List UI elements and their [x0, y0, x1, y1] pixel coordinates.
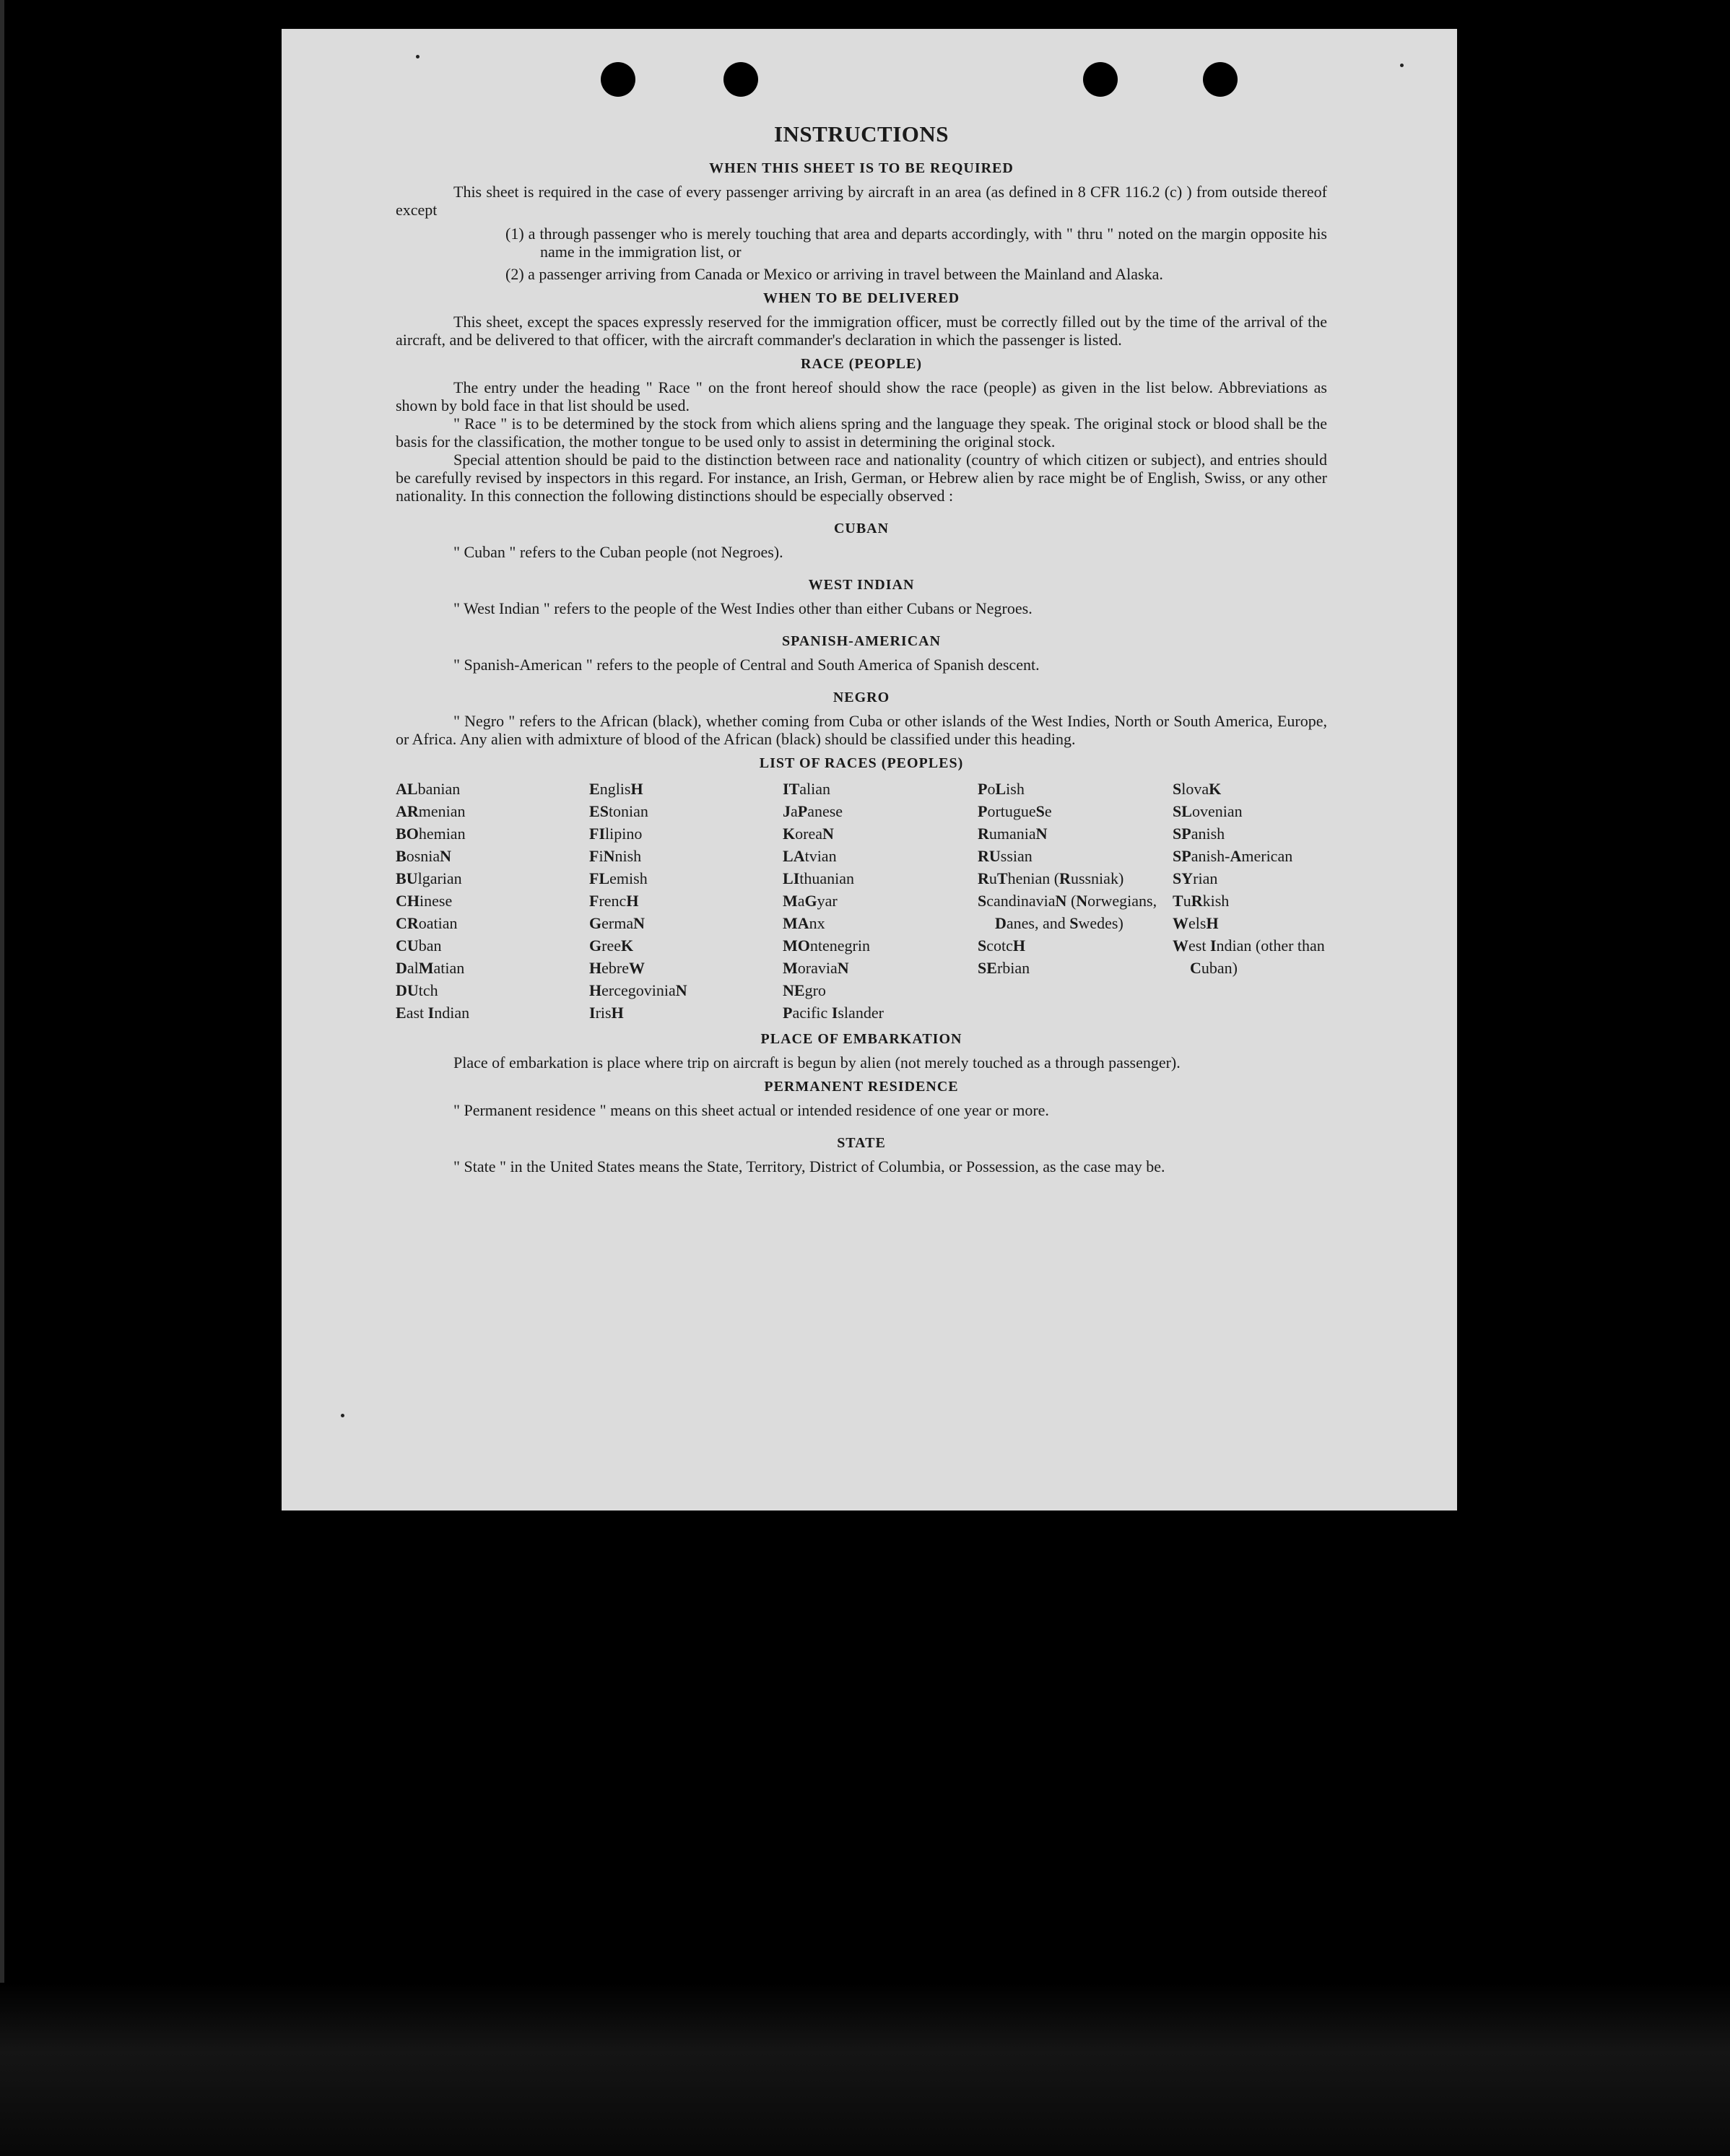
race-entry: RuThenian (Russniak) — [978, 869, 1124, 887]
section-heading-residence: PERMANENT RESIDENCE — [764, 1079, 959, 1095]
race-entry: SLovenian — [1173, 802, 1243, 820]
race-entry: DalMatian — [396, 959, 465, 977]
section-heading-race: RACE (PEOPLE) — [801, 356, 922, 372]
race-entry: PoLish — [978, 780, 1025, 798]
race-entry: ScandinaviaN (Norwegians, Danes, and Swedes) — [978, 892, 1157, 932]
race-entry: PortugueSe — [978, 802, 1052, 820]
race-entry: BosniaN — [396, 847, 452, 865]
race-paragraph-2: " Race " is to be determined by the stock from which aliens spring and the language they speak. The original stock or blood shall be the basis for the classification, the mother tongue to be used only to assist in determining the original stock. — [396, 414, 1327, 451]
race-entry: MaGyar — [783, 892, 838, 910]
race-column — [396, 778, 589, 1024]
race-entry: EStonian — [589, 802, 648, 820]
dust-speck — [1400, 64, 1404, 67]
race-entry: CHinese — [396, 892, 453, 910]
section-heading-negro: NEGRO — [833, 690, 890, 705]
race-entry: MOntenegrin — [783, 936, 870, 955]
residence-text: " Permanent residence " means on this sheet actual or intended residence of one year or more. — [453, 1101, 1049, 1119]
race-entry: KoreaN — [783, 825, 834, 843]
punch-hole — [1203, 62, 1238, 97]
race-entry: RumaniaN — [978, 825, 1048, 843]
punch-hole — [601, 62, 635, 97]
section-heading-delivered: WHEN TO BE DELIVERED — [762, 290, 960, 306]
race-entry: FLemish — [589, 869, 648, 887]
section-heading-cuban: CUBAN — [833, 521, 890, 536]
race-entry: JaPanese — [783, 802, 843, 820]
race-entry: GermaN — [589, 914, 645, 932]
race-entry: SErbian — [978, 959, 1030, 977]
state-text: " State " in the United States means the State, Territory, District of Columbia, or Possession, as the case may be. — [453, 1157, 1165, 1175]
required-intro: This sheet is required in the case of every passenger arriving by aircraft in an area (as defined in 8 CFR 116.2 (c) ) from outside thereof except — [396, 183, 1327, 219]
race-entry: LAtvian — [783, 847, 837, 865]
punch-hole — [1083, 62, 1118, 97]
exception-item: (1) a through passenger who is merely touching that area and departs accordingly, with " thru " noted on the margin opposite his name in the immigration list, or — [505, 225, 1327, 261]
race-entry: HercegoviniaN — [589, 981, 687, 999]
race-entry: SPanish — [1173, 825, 1225, 843]
race-entry: WelsH — [1173, 914, 1219, 932]
embarkation-text: Place of embarkation is place where trip on aircraft is begun by alien (not merely touched as a through passenger). — [453, 1053, 1181, 1072]
race-entry: GreeK — [589, 936, 634, 955]
race-entry: DUtch — [396, 981, 438, 999]
race-list-table — [396, 778, 1327, 1024]
race-entry: NEgro — [783, 981, 826, 999]
west-indian-text: " West Indian " refers to the people of the West Indies other than either Cubans or Negroes. — [453, 599, 1033, 617]
race-entry: West Indian (other than Cuban) — [1173, 936, 1325, 977]
race-entry: ScotcH — [978, 936, 1026, 955]
document-page — [282, 29, 1457, 1510]
page-title: INSTRUCTIONS — [773, 121, 949, 147]
race-entry: CUban — [396, 936, 442, 955]
section-heading-west-indian: WEST INDIAN — [808, 577, 915, 593]
race-entry: FiNnish — [589, 847, 642, 865]
race-entry: HebreW — [589, 959, 645, 977]
race-entry: BOhemian — [396, 825, 466, 843]
punch-hole — [723, 62, 758, 97]
scan-border — [0, 0, 4, 2156]
race-entry: TuRkish — [1173, 892, 1230, 910]
race-paragraph-1: The entry under the heading " Race " on the front hereof should show the race (people) as given in the list below. Abbreviations as shown by bold face in that list should be used. — [396, 378, 1327, 414]
race-entry: FrencH — [589, 892, 639, 910]
race-entry: IrisH — [589, 1004, 624, 1022]
race-column — [978, 778, 1173, 1024]
delivered-text: This sheet, except the spaces expressly reserved for the immigration officer, must be correctly filled out by the time of the arrival of the aircraft, and be delivered to that officer, with the aircraft commander's declaration in which the passenger is listed. — [396, 313, 1327, 349]
race-entry: SlovaK — [1173, 780, 1222, 798]
race-column — [1173, 778, 1353, 1024]
race-entry: BUlgarian — [396, 869, 462, 887]
race-column — [589, 778, 783, 1024]
race-entry: MoraviaN — [783, 959, 849, 977]
dust-speck — [416, 55, 420, 58]
section-heading-embarkation: PLACE OF EMBARKATION — [760, 1031, 962, 1047]
section-heading-state: STATE — [837, 1135, 886, 1151]
race-entry: CRoatian — [396, 914, 458, 932]
section-heading-spanish-american: SPANISH-AMERICAN — [781, 633, 942, 649]
race-entry: East Indian — [396, 1004, 470, 1022]
race-entry: FIlipino — [589, 825, 643, 843]
scan-bottom-strip — [0, 1983, 1730, 2156]
race-entry: RUssian — [978, 847, 1033, 865]
section-heading-race-list: LIST OF RACES (PEOPLES) — [759, 755, 964, 771]
race-column — [783, 778, 978, 1024]
race-entry: SYrian — [1173, 869, 1218, 887]
race-entry: LIthuanian — [783, 869, 855, 887]
race-entry: EnglisH — [589, 780, 643, 798]
race-entry: ARmenian — [396, 802, 466, 820]
race-entry: Pacific Islander — [783, 1004, 884, 1022]
section-heading-required: WHEN THIS SHEET IS TO BE REQUIRED — [709, 160, 1014, 176]
race-entry: ITalian — [783, 780, 831, 798]
race-entry: MAnx — [783, 914, 825, 932]
instructions-content — [396, 121, 1327, 1175]
required-exceptions-list — [505, 225, 1327, 283]
race-paragraph-3: Special attention should be paid to the distinction between race and nationality (country of which citizen or subject), and entries should be carefully revised by inspectors in this regard. For instance, an Irish, German, or Hebrew alien by race might be of English, Swiss, or any other nationality. In this connection the following distinctions should be especially observed : — [396, 451, 1327, 505]
spanish-american-text: " Spanish-American " refers to the people of Central and South America of Spanish descent. — [453, 656, 1040, 674]
exception-item: (2) a passenger arriving from Canada or Mexico or arriving in travel between the Mainland and Alaska. — [505, 265, 1163, 283]
race-entry: ALbanian — [396, 780, 461, 798]
cuban-text: " Cuban " refers to the Cuban people (not Negroes). — [453, 543, 783, 561]
negro-text: " Negro " refers to the African (black), whether coming from Cuba or other islands of the West Indies, North or South America, Europe, or Africa. Any alien with admixture of blood of the African (black) should be classified under this heading. — [396, 712, 1327, 748]
dust-speck — [341, 1414, 344, 1417]
race-entry: SPanish-American — [1173, 847, 1293, 865]
